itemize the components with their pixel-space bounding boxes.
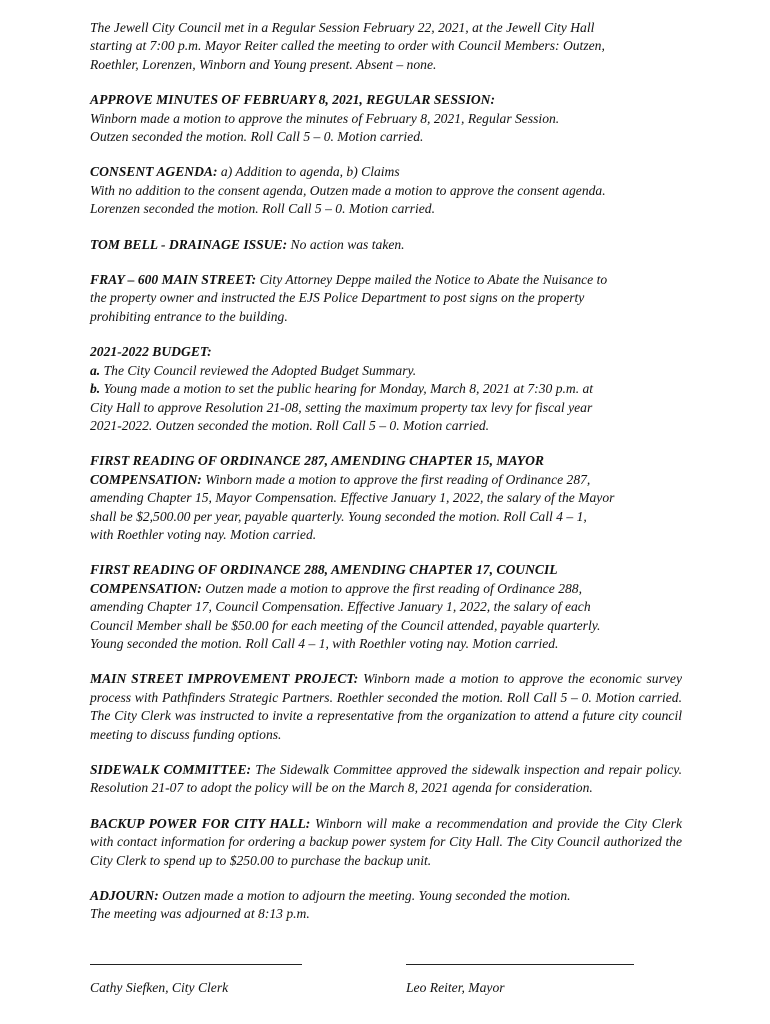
mayor-signature-block xyxy=(406,964,634,997)
budget-item-a xyxy=(90,362,682,380)
ordinance-288-line: amending Chapter 17, Council Compensation. Effective January 1, 2022, the salary of each xyxy=(90,599,591,615)
mayor-signature-line xyxy=(406,964,634,965)
ordinance-287-text: Winborn made a motion to approve the first reading of Ordinance 287, xyxy=(201,471,591,487)
consent-agenda-heading-line xyxy=(90,163,682,181)
ordinance-288-line: Council Member shall be $50.00 for each meeting of the Council attended, payable quarterly. xyxy=(90,617,601,633)
ordinance-288-heading-cont: COMPENSATION: xyxy=(90,580,202,596)
minutes-approval-section xyxy=(90,91,682,146)
consent-agenda-line: With no addition to the consent agenda, Outzen made a motion to approve the consent agenda. xyxy=(90,182,606,198)
ordinance-287-line xyxy=(90,471,682,489)
adjourn-line: The meeting was adjourned at 8:13 p.m. xyxy=(90,906,310,922)
fray-section xyxy=(90,271,682,326)
adjourn-heading: ADJOURN: xyxy=(90,888,159,904)
budget-item-b-label: b. xyxy=(90,381,101,397)
ordinance-288-line xyxy=(90,580,682,598)
budget-item-a-text: The City Council reviewed the Adopted Budget Summary. xyxy=(100,362,417,378)
drainage-text: No action was taken. xyxy=(287,236,405,252)
ordinance-287-heading-cont: COMPENSATION: xyxy=(90,471,202,487)
ordinance-287-heading: FIRST READING OF ORDINANCE 287, AMENDING CHAPTER 15, MAYOR xyxy=(90,453,544,469)
backup-power-section xyxy=(90,815,682,870)
fray-heading: FRAY – 600 MAIN STREET: xyxy=(90,272,257,288)
consent-agenda-section xyxy=(90,163,682,218)
sidewalk-section xyxy=(90,761,682,798)
consent-agenda-items: a) Addition to agenda, b) Claims xyxy=(217,164,400,180)
consent-agenda-heading: CONSENT AGENDA: xyxy=(90,164,218,180)
sidewalk-text: The Sidewalk Committee approved the sidewalk inspection and repair policy. Resolution 21-07 to adopt the policy will be on the March 8, 2021 agenda for consideration. xyxy=(90,762,682,796)
fray-line: prohibiting entrance to the building. xyxy=(90,308,288,324)
fray-line xyxy=(90,271,682,289)
budget-item-b-text: Young made a motion to set the public hearing for Monday, March 8, 2021 at 7:30 p.m. at xyxy=(100,381,594,397)
budget-item-a-label: a. xyxy=(90,362,101,378)
budget-line: City Hall to approve Resolution 21-08, setting the maximum property tax levy for fiscal year xyxy=(90,399,593,415)
backup-power-text: Winborn will make a recommendation and provide the City Clerk with contact information for ordering a backup power system for City Hall. The City Council authorized the City Clerk to spend up to $250.00 to purchase the backup unit. xyxy=(90,815,682,868)
consent-agenda-line: Lorenzen seconded the motion. Roll Call 5 – 0. Motion carried. xyxy=(90,201,435,217)
minutes-approval-heading: APPROVE MINUTES OF FEBRUARY 8, 2021, REGULAR SESSION: xyxy=(90,92,496,108)
ordinance-288-heading: FIRST READING OF ORDINANCE 288, AMENDING CHAPTER 17, COUNCIL xyxy=(90,562,558,578)
main-street-heading: MAIN STREET IMPROVEMENT PROJECT: xyxy=(90,671,359,687)
ordinance-288-text: Outzen made a motion to approve the first reading of Ordinance 288, xyxy=(201,580,583,596)
intro-paragraph xyxy=(90,19,682,74)
adjourn-section xyxy=(90,887,682,924)
budget-line: 2021-2022. Outzen seconded the motion. Roll Call 5 – 0. Motion carried. xyxy=(90,417,490,433)
minutes-approval-line: Winborn made a motion to approve the minutes of February 8, 2021, Regular Session. xyxy=(90,110,560,126)
clerk-signature-line xyxy=(90,964,302,965)
clerk-signature-block xyxy=(90,964,302,997)
budget-item-b xyxy=(90,380,682,398)
mayor-name: Leo Reiter, Mayor xyxy=(406,980,505,995)
intro-line: Roethler, Lorenzen, Winborn and Young present. Absent – none. xyxy=(90,56,437,72)
minutes-approval-line: Outzen seconded the motion. Roll Call 5 – 0. Motion carried. xyxy=(90,129,424,145)
intro-line: The Jewell City Council met in a Regular Session February 22, 2021, at the Jewell City Hall xyxy=(90,20,595,35)
fray-line: the property owner and instructed the EJS Police Department to post signs on the property xyxy=(90,290,585,306)
backup-power-heading: BACKUP POWER FOR CITY HALL: xyxy=(90,815,311,831)
clerk-name: Cathy Siefken, City Clerk xyxy=(90,980,229,995)
ordinance-287-section xyxy=(90,452,682,544)
ordinance-287-line: with Roethler voting nay. Motion carried. xyxy=(90,526,317,542)
drainage-section xyxy=(90,236,682,254)
minutes-document xyxy=(90,19,682,941)
budget-section xyxy=(90,343,682,435)
ordinance-288-section xyxy=(90,561,682,653)
ordinance-287-line: shall be $2,500.00 per year, payable quarterly. Young seconded the motion. Roll Call 4 – 1, xyxy=(90,508,587,524)
ordinance-288-line: Young seconded the motion. Roll Call 4 – 1, with Roethler voting nay. Motion carried. xyxy=(90,635,559,651)
budget-heading: 2021-2022 BUDGET: xyxy=(90,344,212,360)
intro-line: starting at 7:00 p.m. Mayor Reiter called the meeting to order with Council Members: Outzen, xyxy=(90,38,605,54)
fray-text: City Attorney Deppe mailed the Notice to Abate the Nuisance to xyxy=(256,272,608,288)
adjourn-line xyxy=(90,887,682,905)
ordinance-287-line: amending Chapter 15, Mayor Compensation. Effective January 1, 2022, the salary of the Mayor xyxy=(90,490,615,506)
drainage-line xyxy=(90,236,682,254)
sidewalk-heading: SIDEWALK COMMITTEE: xyxy=(90,762,252,777)
drainage-heading: TOM BELL - DRAINAGE ISSUE: xyxy=(90,236,288,252)
adjourn-text: Outzen made a motion to adjourn the meeting. Young seconded the motion. xyxy=(158,888,571,904)
main-street-section xyxy=(90,670,682,744)
main-street-text: Winborn made a motion to approve the economic survey process with Pathfinders Strategic Partners. Roethler seconded the motion. Roll Call 5 – 0. Motion carried. The City Clerk was instructed to invite a representative from the organization to attend a future city council meeting to discuss funding options. xyxy=(90,671,682,742)
